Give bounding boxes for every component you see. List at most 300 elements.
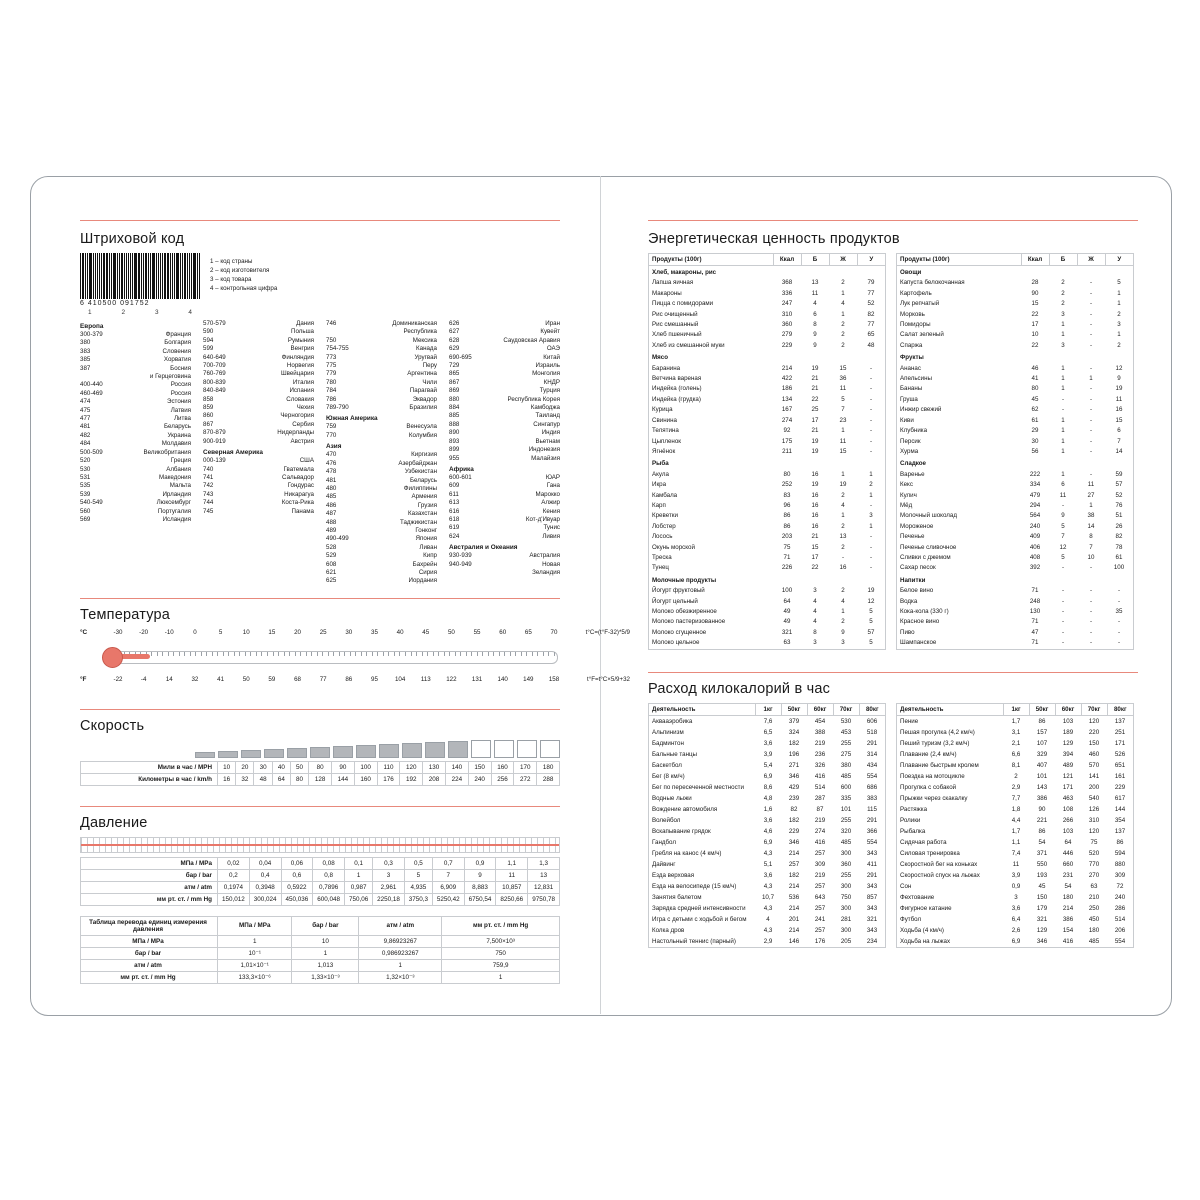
thermometer-tick <box>366 652 367 656</box>
energy-value: 77 <box>867 289 875 297</box>
kcal-value: 182 <box>788 739 800 747</box>
barcode-bar <box>138 253 140 299</box>
kcal-value: 321 <box>1036 915 1048 923</box>
code-country: Эстония <box>167 398 191 406</box>
barcode-bar <box>193 253 196 299</box>
thermometer-tick <box>234 652 235 656</box>
kcal-value: 324 <box>788 728 800 736</box>
energy-name: Карп <box>652 501 666 509</box>
thermometer-tick <box>438 652 439 656</box>
speed-value: 144 <box>331 773 354 785</box>
thermometer-tick <box>289 652 290 656</box>
kcal-value: 429 <box>788 783 800 791</box>
code-country: Республика <box>403 328 437 336</box>
kcal-value: 660 <box>1062 860 1074 868</box>
code-number: 759 <box>326 423 337 431</box>
kcal-value: 7,7 <box>1011 794 1021 802</box>
activity-name: Пение <box>900 717 919 725</box>
energy-value: 1 <box>1061 470 1065 478</box>
code-row <box>203 457 314 465</box>
code-number: 618 <box>449 515 460 523</box>
kcal-value: 206 <box>1114 926 1126 934</box>
table-row <box>81 881 560 893</box>
table-row <box>649 607 886 617</box>
code-row <box>80 381 191 389</box>
energy-value: 61 <box>1115 553 1123 561</box>
kcal-value: 87 <box>816 805 824 813</box>
code-row <box>80 356 191 364</box>
conversion-value: 1,33×10⁻³ <box>292 971 359 983</box>
kcal-value: 536 <box>788 893 800 901</box>
energy-header: Продукты (100г) <box>897 254 1022 266</box>
energy-value: 406 <box>1029 543 1041 551</box>
code-row <box>80 373 191 381</box>
energy-value: 334 <box>1029 481 1041 489</box>
code-country: Киргизия <box>411 451 437 459</box>
kcal-value: 2,9 <box>1011 783 1021 791</box>
celsius-tick-label: -10 <box>164 628 174 636</box>
code-number: 621 <box>326 568 337 576</box>
table-row <box>897 804 1134 815</box>
energy-name: Спаржа <box>900 341 923 349</box>
section-title-speed: Скорость <box>80 717 145 734</box>
thermometer-tick <box>344 652 345 656</box>
celsius-unit: °C <box>80 628 88 636</box>
energy-name: Мороженое <box>900 522 934 530</box>
code-country: Норвегия <box>286 362 314 370</box>
code-number: 529 <box>326 552 337 560</box>
table-row <box>81 947 560 959</box>
kcal-value: 63 <box>1090 882 1098 890</box>
code-number: 476 <box>326 459 337 467</box>
code-number: 625 <box>326 577 337 585</box>
activity-name: Водные лыжи <box>652 794 692 802</box>
code-number: 779 <box>326 370 337 378</box>
barcode-legend-item: 2 – код изготовителя <box>210 267 270 274</box>
pressure-value: 0,4 <box>249 869 281 881</box>
energy-value: 7 <box>841 406 845 414</box>
speed-value: 48 <box>254 773 272 785</box>
energy-value: 2 <box>841 522 845 530</box>
kcal-value: 251 <box>1114 728 1126 736</box>
energy-value: 11 <box>1059 491 1067 499</box>
kcal-header: 60кг <box>807 703 833 715</box>
kcal-value: 388 <box>814 728 826 736</box>
table-row <box>897 771 1134 782</box>
code-number: 746 <box>326 320 337 327</box>
kcal-value: 257 <box>814 926 826 934</box>
code-number: 700-709 <box>203 362 226 370</box>
category-label: Мясо <box>652 354 668 362</box>
activity-name: Гандбол <box>652 838 676 846</box>
kcal-value: 600 <box>840 783 852 791</box>
speed-value: 110 <box>377 761 400 773</box>
energy-value: 226 <box>781 564 793 572</box>
table-row <box>649 480 886 490</box>
energy-value: 78 <box>1115 543 1123 551</box>
energy-value: 9 <box>813 341 817 349</box>
code-row <box>203 474 314 482</box>
code-country: Панама <box>291 507 314 515</box>
barcode-bar <box>97 253 98 299</box>
energy-value: 16 <box>811 512 819 520</box>
energy-value: 61 <box>1031 416 1039 424</box>
energy-value: - <box>1089 618 1093 626</box>
energy-value: 35 <box>1115 608 1123 615</box>
speed-bar <box>195 752 215 758</box>
thermometer-tick <box>306 652 307 656</box>
code-row <box>326 328 437 336</box>
energy-value: 248 <box>1029 597 1041 605</box>
energy-value: 2 <box>869 481 873 489</box>
code-row <box>449 516 560 524</box>
fahrenheit-unit: °F <box>80 675 87 683</box>
barcode-bar <box>117 253 118 299</box>
kcal-value: 300 <box>840 882 852 890</box>
thermometer-tick <box>245 652 246 656</box>
activity-name: Дайвинг <box>652 860 676 868</box>
top-rule <box>80 220 560 221</box>
pressure-value: 1,1 <box>496 857 528 869</box>
category-label: Напитки <box>900 576 926 584</box>
code-country: Иран <box>545 320 560 327</box>
energy-value: 15 <box>839 364 847 372</box>
energy-value: 5 <box>841 395 845 403</box>
code-number: 616 <box>449 507 460 515</box>
code-country: Россия <box>170 381 191 389</box>
celsius-tick-label: -30 <box>113 628 123 636</box>
energy-value: 19 <box>811 447 819 455</box>
energy-value: 5 <box>1117 279 1121 287</box>
energy-value: - <box>1061 608 1065 615</box>
table-row <box>897 563 1134 573</box>
kcal-value: 2,1 <box>1011 739 1021 747</box>
code-row <box>203 387 314 395</box>
kcal-value: 179 <box>1036 904 1048 912</box>
energy-name: Молоко цельное <box>652 639 700 647</box>
code-group-title: Европа <box>80 323 104 330</box>
kcal-value: 291 <box>866 739 878 747</box>
energy-name: Индейка (голень) <box>652 385 702 393</box>
code-row <box>449 508 560 516</box>
energy-value: 6 <box>1061 481 1065 489</box>
energy-value: 49 <box>783 608 791 615</box>
code-number: 535 <box>80 482 91 490</box>
kcal-value: 3,6 <box>763 739 773 747</box>
kcal-block <box>648 672 1138 948</box>
energy-value: 29 <box>1031 427 1039 435</box>
barcode-legend-item: 1 – код страны <box>210 258 253 265</box>
kcal-value: 416 <box>1062 937 1074 945</box>
energy-value: 8 <box>1089 533 1093 541</box>
energy-value: 8 <box>813 628 817 636</box>
fahrenheit-tick-label: 41 <box>217 675 225 683</box>
kcal-value: 343 <box>866 849 878 857</box>
energy-value: 96 <box>783 501 791 509</box>
energy-name: Тунец <box>652 564 669 572</box>
pressure-value: 13 <box>528 869 560 881</box>
energy-value: 1 <box>1061 447 1065 455</box>
table-row <box>649 374 886 384</box>
code-number: 480 <box>326 484 337 492</box>
energy-value: - <box>1089 564 1093 572</box>
kcal-value: 300 <box>840 904 852 912</box>
code-number: 859 <box>203 404 214 412</box>
kcal-value: 241 <box>814 915 826 923</box>
barcode-bar <box>111 253 112 299</box>
kcal-value: 6,9 <box>763 772 773 780</box>
kcal-value: 6,9 <box>763 838 773 846</box>
table-row <box>897 925 1134 936</box>
kcal-value: 126 <box>1088 805 1100 813</box>
table-row <box>649 364 886 374</box>
kcal-value: 239 <box>788 794 800 802</box>
speed-value: 16 <box>218 773 236 785</box>
energy-header: Ж <box>829 254 857 266</box>
kcal-value: 1,7 <box>1011 717 1021 725</box>
energy-value: 28 <box>1031 279 1039 287</box>
code-country: Австрия <box>290 437 314 445</box>
top-rule-right <box>648 220 1138 221</box>
code-country: ОАЭ <box>546 345 560 353</box>
kcal-table-right <box>896 703 1134 948</box>
kcal-value: 3,6 <box>763 816 773 824</box>
energy-value: - <box>1089 395 1093 403</box>
table-row <box>649 881 886 892</box>
code-country: Финляндия <box>281 353 314 361</box>
code-column-2 <box>203 320 314 586</box>
energy-value: - <box>1089 279 1093 287</box>
code-row <box>326 569 437 577</box>
energy-value: 21 <box>811 427 819 435</box>
energy-value: - <box>1089 321 1093 329</box>
kcal-header: Деятельность <box>649 703 756 715</box>
code-country: Греция <box>170 457 191 465</box>
energy-value: 30 <box>1031 437 1039 445</box>
energy-name: Молоко сгущенное <box>652 628 707 636</box>
speed-value: 192 <box>400 773 423 785</box>
energy-value: 7 <box>1117 437 1121 445</box>
code-number: 490-499 <box>326 535 349 543</box>
table-header-row <box>81 916 560 935</box>
kcal-value: 485 <box>1088 937 1100 945</box>
kcal-value: 274 <box>814 827 826 835</box>
energy-value: 5 <box>869 618 873 626</box>
code-number: 729 <box>449 362 460 370</box>
energy-value: 1 <box>1061 364 1065 372</box>
speed-value: 256 <box>491 773 514 785</box>
barcode-block <box>80 253 560 316</box>
code-row <box>326 477 437 485</box>
pressure-row-label: атм / atm <box>81 881 218 893</box>
code-row <box>326 370 437 378</box>
energy-name: Телятина <box>652 427 679 435</box>
kcal-value: 530 <box>840 717 852 725</box>
kcal-value: 460 <box>1088 750 1100 758</box>
barcode-index-4: 4 <box>188 309 192 316</box>
activity-name: Гребля на канос (4 км/ч) <box>652 849 722 857</box>
kcal-value: 82 <box>790 805 798 813</box>
table-row <box>897 341 1134 351</box>
kcal-value: 3,9 <box>1011 871 1021 879</box>
barcode-bar <box>132 253 133 299</box>
thermometer-tick <box>444 652 445 656</box>
code-group-title: Азия <box>326 443 342 451</box>
kcal-value: 770 <box>1088 860 1100 868</box>
energy-value: 360 <box>781 321 793 329</box>
speed-value: 180 <box>537 761 560 773</box>
kcal-value: 1,7 <box>1011 827 1021 835</box>
table-row <box>649 925 886 936</box>
energy-value: 63 <box>783 639 791 647</box>
fahrenheit-tick-label: 86 <box>345 675 353 683</box>
conversion-value: 759,9 <box>442 959 560 971</box>
code-number: 594 <box>203 336 214 344</box>
energy-value: 4 <box>841 597 845 605</box>
table-row <box>897 491 1134 501</box>
code-number: 940-949 <box>449 560 472 568</box>
code-country: Аргентина <box>407 370 437 378</box>
code-country: Ливия <box>542 532 560 540</box>
energy-value: 12 <box>1115 364 1123 372</box>
code-country: Венесуэла <box>406 423 437 431</box>
code-row <box>203 320 314 328</box>
pressure-value: 0,6 <box>281 869 313 881</box>
kcal-value: 182 <box>788 816 800 824</box>
energy-value: 3 <box>813 639 817 647</box>
energy-value: - <box>1089 300 1093 308</box>
energy-value: 15 <box>1031 300 1039 308</box>
energy-value: 2 <box>841 491 845 499</box>
energy-value: 5 <box>1061 553 1065 561</box>
kcal-value: 219 <box>814 739 826 747</box>
kcal-value: 485 <box>840 772 852 780</box>
speed-bar <box>241 750 261 758</box>
code-column-3 <box>326 320 437 586</box>
kcal-value: 3,6 <box>763 871 773 879</box>
kcal-value: 514 <box>814 783 826 791</box>
code-row <box>80 407 191 415</box>
code-country: Франция <box>165 331 191 338</box>
code-group-title: Африка <box>449 465 474 473</box>
energy-value: 9 <box>841 628 845 636</box>
kcal-value: 281 <box>840 915 852 923</box>
kcal-value: 3 <box>1014 893 1018 901</box>
energy-value: 4 <box>841 501 845 509</box>
category-row <box>897 574 1134 586</box>
conversion-value: 10 <box>292 935 359 947</box>
table-row <box>649 522 886 532</box>
code-row <box>326 510 437 518</box>
energy-name: Молоко пастеризованное <box>652 618 726 626</box>
energy-name: Пицца с помидорами <box>652 300 714 308</box>
energy-name: Киви <box>900 416 914 424</box>
thermometer-tick <box>416 652 417 656</box>
kcal-value: 219 <box>814 816 826 824</box>
kcal-value: 520 <box>1088 849 1100 857</box>
energy-name: Морковь <box>900 310 925 318</box>
thermometer-tick <box>466 652 467 656</box>
conversion-header: атм / atm <box>359 916 442 935</box>
code-number: 611 <box>449 490 459 498</box>
table-row <box>81 935 560 947</box>
table-row <box>649 771 886 782</box>
energy-value: 6 <box>1117 427 1121 435</box>
activity-name: Баскетбол <box>652 761 682 769</box>
energy-name: Капуста белокочанная <box>900 279 965 287</box>
energy-value: - <box>1089 406 1093 414</box>
energy-value: - <box>869 395 873 403</box>
code-country: Иордания <box>408 577 437 585</box>
kcal-value: 343 <box>866 904 878 912</box>
pressure-value: 750,06 <box>345 893 373 905</box>
activity-name: Скоростной бег на коньках <box>900 860 978 868</box>
kcal-value: 75 <box>1090 838 1098 846</box>
code-row <box>326 379 437 387</box>
kcal-value: 171 <box>1062 783 1074 791</box>
code-country: Великобритания <box>143 448 191 456</box>
celsius-tick-label: 30 <box>345 628 353 636</box>
speed-bar <box>264 749 284 758</box>
energy-name: Хлеб из смешанной муки <box>652 341 725 349</box>
kcal-value: 291 <box>866 871 878 879</box>
energy-value: 71 <box>1031 587 1039 595</box>
celsius-tick-label: 25 <box>319 628 327 636</box>
energy-value: 1 <box>1117 331 1121 339</box>
kcal-value: 137 <box>1114 717 1126 725</box>
kcal-value: 210 <box>1088 893 1100 901</box>
left-page <box>80 220 630 984</box>
right-page <box>648 220 1138 948</box>
table-row <box>649 914 886 925</box>
code-number: 387 <box>80 364 91 372</box>
pressure-value: 300,024 <box>249 893 281 905</box>
table-row <box>649 738 886 749</box>
code-country: Гонконг <box>415 526 437 534</box>
code-row <box>80 365 191 373</box>
energy-value: - <box>1089 331 1093 339</box>
table-row <box>897 532 1134 542</box>
energy-value: 240 <box>1029 522 1041 530</box>
thermometer-tick <box>311 652 312 656</box>
code-row <box>326 535 437 543</box>
energy-name: Персик <box>900 437 921 445</box>
code-number: 474 <box>80 398 91 406</box>
energy-value: - <box>1061 501 1065 509</box>
code-country: Республика Корея <box>507 395 560 403</box>
code-number: 750 <box>326 336 337 344</box>
energy-value: 134 <box>781 395 793 403</box>
kcal-value: 3,1 <box>1011 728 1021 736</box>
thermometer-tick <box>284 652 285 656</box>
code-number: 640-649 <box>203 353 226 361</box>
kcal-value: 6,6 <box>1011 750 1021 758</box>
pressure-value: 0,06 <box>281 857 313 869</box>
code-country: Албания <box>166 465 191 473</box>
code-row <box>326 387 437 395</box>
category-label: Овощи <box>900 269 922 276</box>
barcode-bar <box>189 253 191 299</box>
code-row <box>449 370 560 378</box>
code-number: 482 <box>80 431 91 439</box>
kcal-value: 4 <box>766 915 770 923</box>
energy-name: Водка <box>900 597 918 605</box>
code-country: Гондурас <box>287 482 314 490</box>
pressure-value: 0,7 <box>432 857 464 869</box>
energy-name: Хлеб пшеничный <box>652 331 702 339</box>
code-row <box>326 561 437 569</box>
energy-name: Йогурт фруктовый <box>652 587 705 595</box>
